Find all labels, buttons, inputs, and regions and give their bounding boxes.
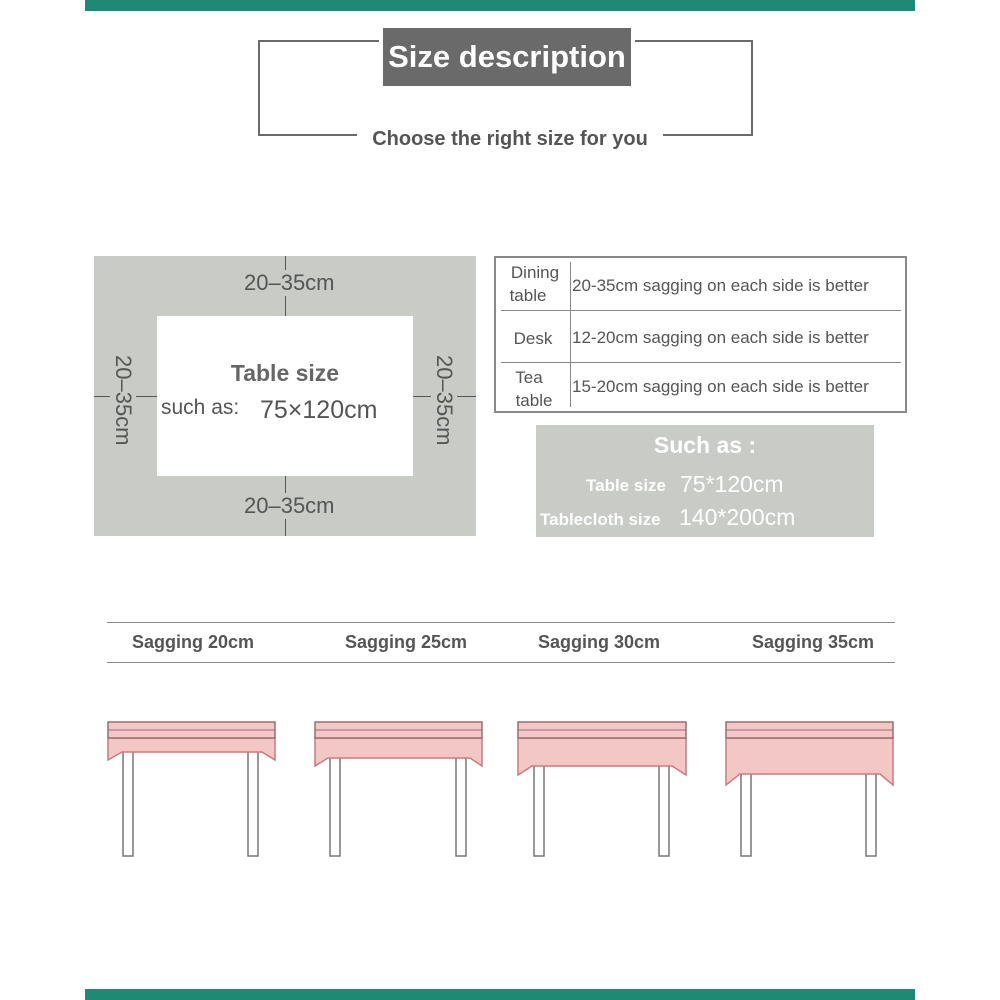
row-type-line: table [515, 391, 553, 410]
dim-label-left: 20–35cm [111, 355, 136, 446]
dim-label-top: 20–35cm [244, 270, 335, 295]
table-illustration-20 [108, 722, 275, 856]
example-title: Such as : [653, 432, 757, 458]
example-cloth-value: 140*200cm [679, 504, 796, 530]
example-cloth-label: Tablecloth size [540, 510, 661, 529]
dim-label-bottom: 20–35cm [244, 493, 335, 518]
table-row-desc: 20-35cm sagging on each side is better [572, 276, 869, 295]
table-row-desc: 15-20cm sagging on each side is better [572, 377, 869, 396]
sagging-label-30: Sagging 30cm [538, 632, 661, 652]
sagging-label-25: Sagging 25cm [345, 632, 468, 652]
row-type-line: table [509, 286, 547, 305]
page-title: Size description [383, 28, 631, 86]
table-illustration-30 [518, 722, 686, 856]
such-as-label: such as: [161, 396, 240, 419]
table-illustration-35 [726, 722, 893, 856]
sagging-label-35: Sagging 35cm [752, 632, 875, 652]
table-row-desc: 12-20cm sagging on each side is better [572, 328, 869, 347]
such-as-value: 75×120cm [260, 396, 378, 424]
row-type-line: Desk [513, 329, 553, 348]
page-subtitle: Choose the right size for you [357, 122, 663, 156]
table-illustration-25 [315, 722, 482, 856]
row-type-line: Dining [510, 263, 560, 282]
dim-label-right: 20–35cm [432, 355, 457, 446]
table-size-title: Table size [230, 360, 340, 386]
row-type-line: Tea [515, 368, 543, 387]
example-table-value: 75*120cm [680, 471, 784, 497]
example-table-label: Table size [586, 476, 666, 495]
sagging-label-20: Sagging 20cm [132, 632, 255, 652]
